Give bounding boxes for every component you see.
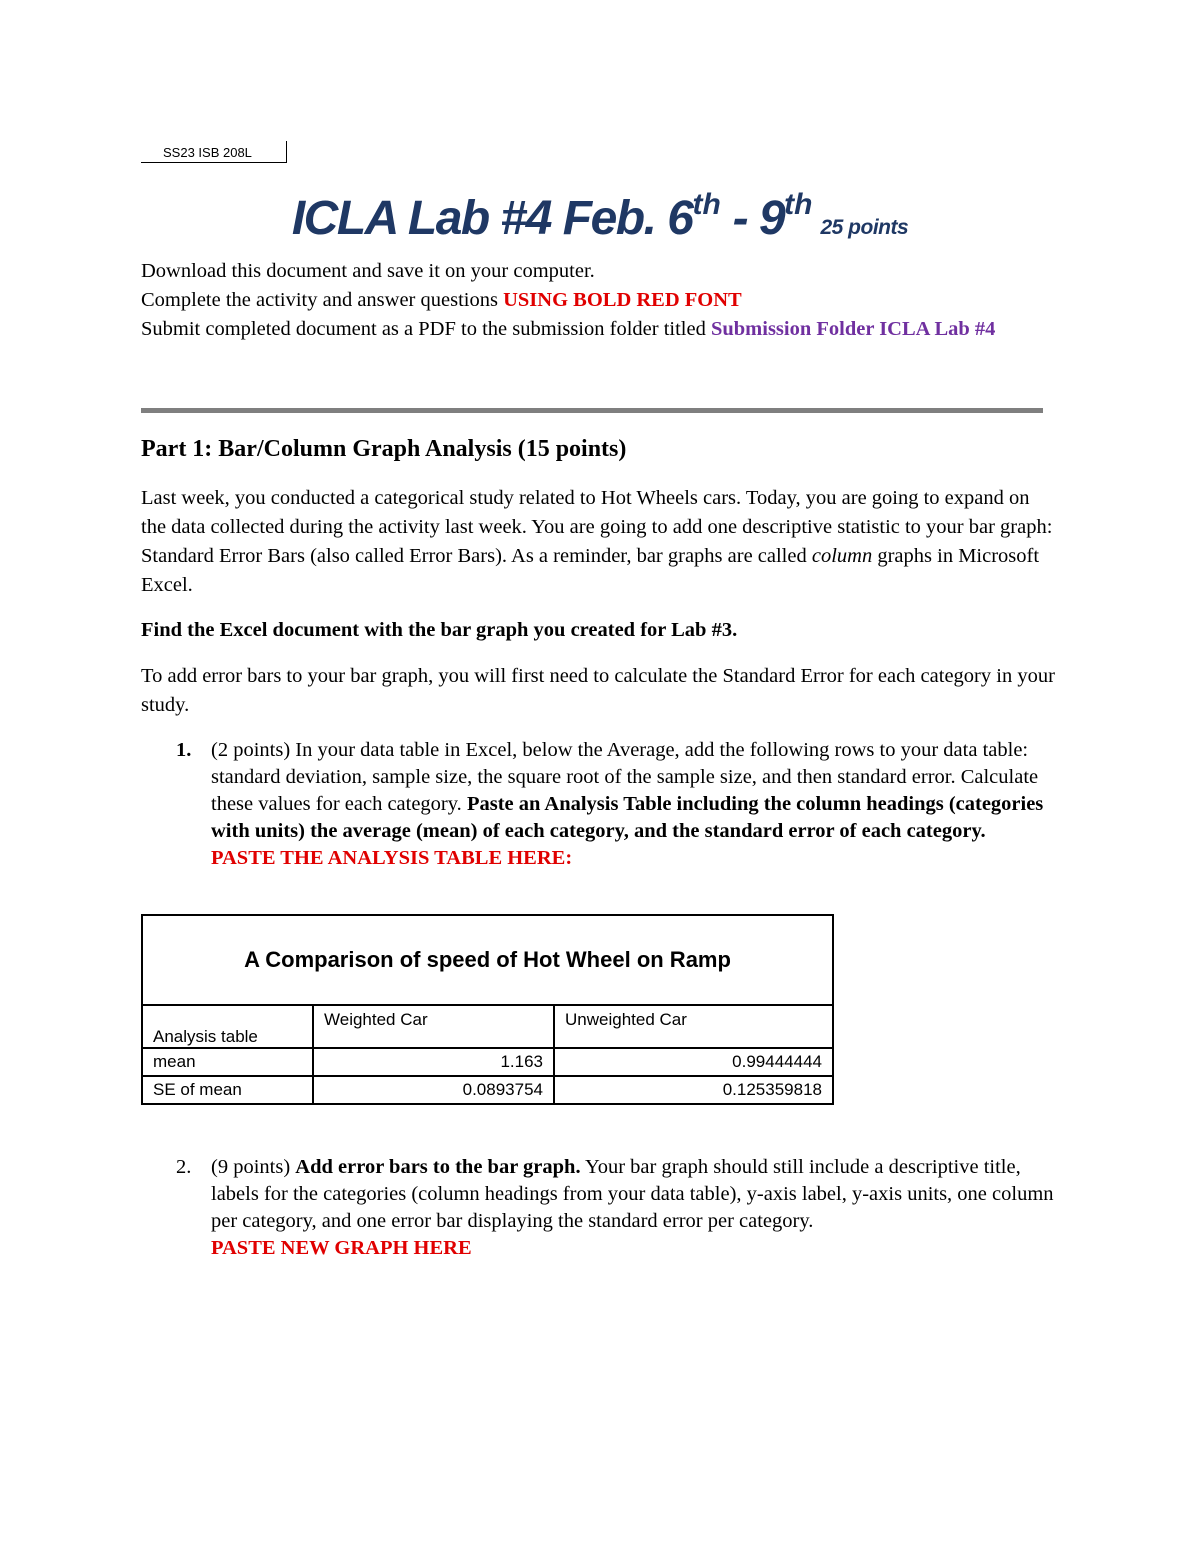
question-1-bold: Paste an Analysis Table including the column headings (categories with units) the average (mean) of each category, and the standard error of each category.: [211, 793, 1044, 842]
paste-graph-prompt: PASTE NEW GRAPH HERE: [211, 1237, 472, 1259]
table-title: A Comparison of speed of Hot Wheel on Ramp: [142, 915, 833, 1005]
intro-red-text: USING BOLD RED FONT: [503, 289, 742, 311]
question-2: [211, 1154, 1061, 1262]
question-2-text: Your bar graph should still include a descriptive title, labels for the categories (column headings from your data table), y-axis label, y-axis units, one column per category, and one error bar displaying the standard error per category.: [211, 1156, 1054, 1232]
part1-paragraph: [141, 484, 1056, 600]
question-2-bold: Add error bars to the bar graph.: [295, 1156, 581, 1178]
table-cell: 1.163: [313, 1048, 554, 1076]
table-cell: mean: [142, 1048, 313, 1076]
table-row: [142, 1076, 833, 1104]
page-title: [0, 188, 1200, 246]
intro-line-2-text: Complete the activity and answer questions: [141, 289, 504, 311]
course-code-box: SS23 ISB 208L: [141, 141, 287, 163]
horizontal-divider: [141, 408, 1043, 413]
question-2-number: 2.: [176, 1156, 192, 1178]
submission-folder-name: Submission Folder ICLA Lab #4: [710, 318, 996, 340]
intro-line-3: [141, 315, 1056, 344]
intro-line-1: Download this document and save it on your computer.: [141, 260, 595, 282]
table-header: Weighted Car: [313, 1005, 554, 1048]
title-sup-1: th: [692, 188, 721, 221]
table-cell: 0.99444444: [554, 1048, 833, 1076]
question-2-points: (9 points): [211, 1156, 296, 1178]
question-1: [211, 737, 1061, 872]
error-bar-instruction: To add error bars to your bar graph, you will first need to calculate the Standard Error for each category in your study.: [141, 665, 1055, 716]
paste-table-prompt: PASTE THE ANALYSIS TABLE HERE:: [211, 847, 573, 869]
title-main: ICLA Lab #4 Feb. 6: [291, 192, 693, 245]
para-text-end: graphs in Microsoft Excel.: [141, 545, 1040, 596]
table-cell: 0.125359818: [554, 1076, 833, 1104]
title-dash: - 9: [720, 192, 785, 245]
intro-line-2: [141, 286, 1056, 315]
table-cell: 0.0893754: [313, 1076, 554, 1104]
find-instruction: Find the Excel document with the bar graph you created for Lab #3.: [141, 619, 738, 641]
table-header: Unweighted Car: [554, 1005, 833, 1048]
title-sup-2: th: [784, 188, 813, 221]
table-header: Analysis table: [142, 1005, 313, 1048]
intro-instructions: [141, 257, 1056, 344]
part1-heading: Part 1: Bar/Column Graph Analysis (15 points): [141, 436, 627, 462]
question-1-text: (2 points) In your data table in Excel, below the Average, add the following rows to your data table: standard deviation, sample size, the square root of the sample size, and then standard error. Calculate these values for each category.: [211, 739, 1039, 815]
analysis-table: [141, 914, 834, 1105]
para-emphasis: column: [811, 545, 873, 567]
table-cell: SE of mean: [142, 1076, 313, 1104]
intro-line-3-text: Submit completed document as a PDF to the submission folder titled: [141, 318, 711, 340]
title-points: 25 points: [820, 216, 909, 239]
question-1-number: 1.: [176, 739, 192, 761]
para-text: Last week, you conducted a categorical study related to Hot Wheels cars. Today, you are going to expand on the data collected during the activity last week. You are going to add one descriptive statistic to your bar graph: Standard Error Bars (also called Error Bars). As a reminder, bar graphs are called: [141, 487, 1053, 567]
table-row: [142, 1048, 833, 1076]
